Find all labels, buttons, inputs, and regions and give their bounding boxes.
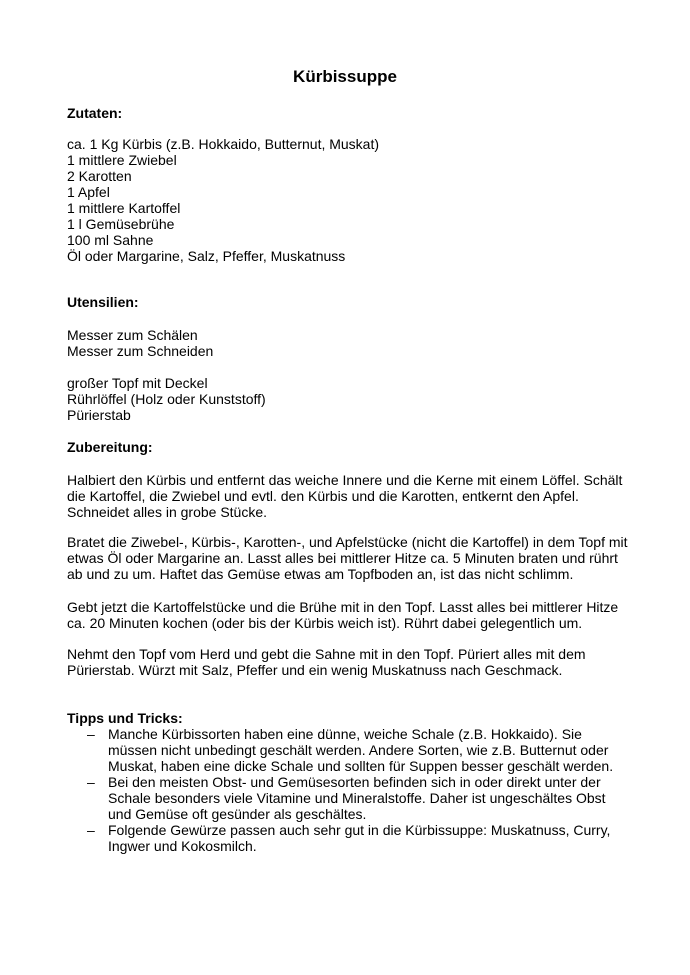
tip-item xyxy=(67,774,632,822)
zutaten-list xyxy=(67,136,379,264)
tip-text: Manche Kürbissorten haben eine dünne, weiche Schale (z.B. Hokkaido). Sie müssen nicht unbedingt geschält werden. Andere Sorten, wie z.B. Butternut oder Muskat, haben eine dicke Schale und sollten für Suppen besser geschält werden. xyxy=(108,726,614,774)
bullet-dash: – xyxy=(87,822,95,838)
step-paragraph: Nehmt den Topf vom Herd und gebt die Sahne mit in den Topf. Püriert alles mit dem Pürierstab. Würzt mit Salz, Pfeffer und ein wenig Muskatnuss nach Geschmack. xyxy=(67,646,586,678)
utensilien-group-2 xyxy=(67,375,266,423)
ingredient-item: 1 mittlere Kartoffel xyxy=(67,200,181,216)
utensil-item: Messer zum Schneiden xyxy=(67,343,214,359)
tip-text: Bei den meisten Obst- und Gemüsesorten befinden sich in oder direkt unter der Schale besonders viele Vitamine und Mineralstoffe. Daher ist ungeschältes Obst und Gemüse oft gesünder als geschältes. xyxy=(108,774,606,822)
utensil-item: Rührlöffel (Holz oder Kunststoff) xyxy=(67,391,266,407)
ingredient-item: 2 Karotten xyxy=(67,168,132,184)
tip-item xyxy=(67,822,632,854)
step-paragraph: Gebt jetzt die Kartoffelstücke und die Brühe mit in den Topf. Lasst alles bei mittlerer Hitze ca. 20 Minuten kochen (oder bis der Kürbis weich ist). Rührt dabei gelegentlich um. xyxy=(67,599,619,631)
bullet-dash: – xyxy=(87,726,95,742)
tip-item xyxy=(67,726,632,774)
page-title: Kürbissuppe xyxy=(293,67,397,86)
ingredient-item: 1 mittlere Zwiebel xyxy=(67,152,177,168)
tips-list xyxy=(67,726,632,854)
ingredient-item: 1 l Gemüsebrühe xyxy=(67,216,175,232)
utensilien-heading: Utensilien: xyxy=(67,294,139,310)
ingredient-item: ca. 1 Kg Kürbis (z.B. Hokkaido, Butternut, Muskat) xyxy=(67,136,380,152)
tipps-heading: Tipps und Tricks: xyxy=(67,710,183,726)
step-paragraph: Halbiert den Kürbis und entfernt das weiche Innere und die Kerne mit einem Löffel. Schält die Kartoffel, die Zwiebel und evtl. den Kürbis und die Karotten, entkernt den Apfel. Schneidet alles in grobe Stücke. xyxy=(67,472,623,520)
tip-text: Folgende Gewürze passen auch sehr gut in die Kürbissuppe: Muskatnuss, Curry, Ingwer und Kokosmilch. xyxy=(108,822,611,854)
utensil-item: Pürierstab xyxy=(67,407,131,423)
utensil-item: Messer zum Schälen xyxy=(67,327,198,343)
ingredient-item: Öl oder Margarine, Salz, Pfeffer, Muskatnuss xyxy=(67,248,346,264)
utensil-item: großer Topf mit Deckel xyxy=(67,375,208,391)
zubereitung-heading: Zubereitung: xyxy=(67,439,153,455)
utensilien-group-1 xyxy=(67,327,213,359)
ingredient-item: 1 Apfel xyxy=(67,184,110,200)
bullet-dash: – xyxy=(87,774,95,790)
ingredient-item: 100 ml Sahne xyxy=(67,232,154,248)
zutaten-heading: Zutaten: xyxy=(67,105,123,121)
step-paragraph: Bratet die Ziwebel-, Kürbis-, Karotten-, und Apfelstücke (nicht die Kartoffel) in dem Topf mit etwas Öl oder Margarine an. Lasst alles bei mittlerer Hitze ca. 5 Minuten braten und rührt ab und zu um. Haftet das Gemüse etwas am Topfboden an, ist das nicht schlimm. xyxy=(67,534,628,582)
